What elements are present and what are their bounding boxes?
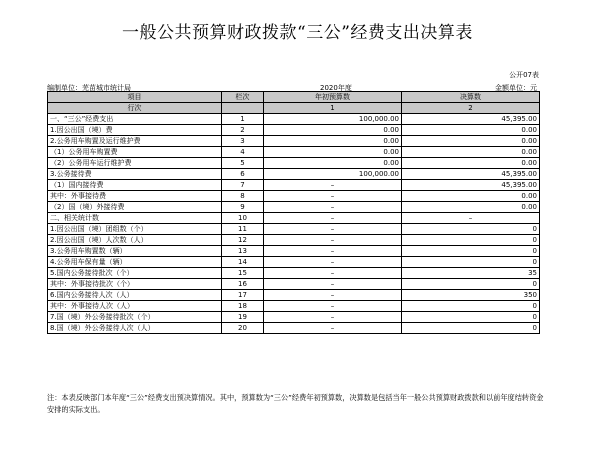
row-budget: 0.00 bbox=[264, 125, 402, 136]
row-budget: 100,000.00 bbox=[264, 114, 402, 125]
row-number: 1 bbox=[222, 114, 264, 125]
org-name: 编制单位：芜苗城市统计局 bbox=[47, 84, 131, 92]
row-actual: 0.00 bbox=[402, 158, 540, 169]
row-budget: – bbox=[264, 224, 402, 235]
fiscal-year: 2020年度 bbox=[320, 84, 352, 92]
header-col-no: 栏次 bbox=[222, 92, 264, 103]
row-number: 3 bbox=[222, 136, 264, 147]
row-label: 其中：外事接待人次（人） bbox=[48, 301, 222, 312]
subheader-actual-col: 2 bbox=[402, 103, 540, 114]
table-row bbox=[48, 136, 540, 147]
row-number: 11 bbox=[222, 224, 264, 235]
form-number: 公开07表 bbox=[509, 71, 539, 79]
row-number: 7 bbox=[222, 180, 264, 191]
row-label: 其中：外事接待费 bbox=[48, 191, 222, 202]
row-label: 2.公务用车购置及运行维护费 bbox=[48, 136, 222, 147]
table-row bbox=[48, 191, 540, 202]
header-item: 项目 bbox=[48, 92, 222, 103]
row-budget: – bbox=[264, 301, 402, 312]
row-budget: – bbox=[264, 268, 402, 279]
subheader-budget-col: 1 bbox=[264, 103, 402, 114]
row-actual: 0.00 bbox=[402, 202, 540, 213]
row-budget: – bbox=[264, 290, 402, 301]
row-actual: 0 bbox=[402, 279, 540, 290]
row-actual: 0 bbox=[402, 257, 540, 268]
row-label: 1.因公出国（境）费 bbox=[48, 125, 222, 136]
row-actual: 45,395.00 bbox=[402, 169, 540, 180]
row-number: 6 bbox=[222, 169, 264, 180]
row-number: 14 bbox=[222, 257, 264, 268]
row-budget: – bbox=[264, 235, 402, 246]
row-budget: 0.00 bbox=[264, 136, 402, 147]
row-actual: 0 bbox=[402, 323, 540, 334]
row-budget: 100,000.00 bbox=[264, 169, 402, 180]
row-actual: 0 bbox=[402, 235, 540, 246]
footnote: 注：本表反映部门本年度“三公”经费支出预决算情况。其中，预算数为“三公”经费年初预算数，决算数是包括当年一般公共预算财政拨款和以前年度结转资金安排的实际支出。 bbox=[47, 393, 544, 414]
row-number: 20 bbox=[222, 323, 264, 334]
row-number: 15 bbox=[222, 268, 264, 279]
row-number: 5 bbox=[222, 158, 264, 169]
row-budget: – bbox=[264, 202, 402, 213]
row-label: 3.公务接待费 bbox=[48, 169, 222, 180]
table-row bbox=[48, 114, 540, 125]
row-label: 二、相关统计数 bbox=[48, 213, 222, 224]
row-number: 8 bbox=[222, 191, 264, 202]
row-actual: 0 bbox=[402, 312, 540, 323]
table-row bbox=[48, 235, 540, 246]
row-budget: 0.00 bbox=[264, 147, 402, 158]
table-row bbox=[48, 301, 540, 312]
amount-unit: 金额单位：元 bbox=[495, 84, 537, 92]
row-number: 4 bbox=[222, 147, 264, 158]
table-row bbox=[48, 125, 540, 136]
row-label: 3.公务用车购置数（辆） bbox=[48, 246, 222, 257]
row-number: 19 bbox=[222, 312, 264, 323]
row-number: 16 bbox=[222, 279, 264, 290]
row-number: 9 bbox=[222, 202, 264, 213]
table-row bbox=[48, 224, 540, 235]
table-row bbox=[48, 246, 540, 257]
table-row bbox=[48, 213, 540, 224]
row-actual: 0.00 bbox=[402, 125, 540, 136]
row-number: 12 bbox=[222, 235, 264, 246]
row-label: 一、“三公”经费支出 bbox=[48, 114, 222, 125]
row-label: 6.国内公务接待人次（人） bbox=[48, 290, 222, 301]
row-label: 2.因公出国（境）人次数（人） bbox=[48, 235, 222, 246]
row-number: 17 bbox=[222, 290, 264, 301]
row-actual: – bbox=[402, 213, 540, 224]
row-budget: 0.00 bbox=[264, 158, 402, 169]
row-budget: – bbox=[264, 323, 402, 334]
row-label: 4.公务用车保有量（辆） bbox=[48, 257, 222, 268]
expenditure-table bbox=[47, 91, 540, 334]
row-label: 其中：外事接待批次（个） bbox=[48, 279, 222, 290]
subheader-blank bbox=[222, 103, 264, 114]
header-actual: 决算数 bbox=[402, 92, 540, 103]
row-budget: – bbox=[264, 246, 402, 257]
page-title: 一般公共预算财政拨款“三公”经费支出决算表 bbox=[122, 23, 473, 43]
row-label: 5.国内公务接待批次（个） bbox=[48, 268, 222, 279]
row-actual: 0 bbox=[402, 246, 540, 257]
row-label: （1）国内接待费 bbox=[48, 180, 222, 191]
header-budget: 年初预算数 bbox=[264, 92, 402, 103]
row-actual: 0 bbox=[402, 224, 540, 235]
table-row bbox=[48, 147, 540, 158]
row-label: （1）公务用车购置费 bbox=[48, 147, 222, 158]
row-budget: – bbox=[264, 279, 402, 290]
row-budget: – bbox=[264, 257, 402, 268]
row-budget: – bbox=[264, 180, 402, 191]
row-number: 13 bbox=[222, 246, 264, 257]
row-label: 1.因公出国（境）团组数（个） bbox=[48, 224, 222, 235]
table-row bbox=[48, 257, 540, 268]
header-row bbox=[48, 92, 540, 103]
table-row bbox=[48, 290, 540, 301]
table-row bbox=[48, 169, 540, 180]
table-row bbox=[48, 323, 540, 334]
table-row bbox=[48, 180, 540, 191]
row-label: 8.国（境）外公务接待人次（人） bbox=[48, 323, 222, 334]
row-number: 18 bbox=[222, 301, 264, 312]
table-row bbox=[48, 268, 540, 279]
row-actual: 35 bbox=[402, 268, 540, 279]
row-actual: 350 bbox=[402, 290, 540, 301]
row-actual: 0.00 bbox=[402, 147, 540, 158]
row-budget: – bbox=[264, 312, 402, 323]
subheader-row bbox=[48, 103, 540, 114]
row-actual: 0 bbox=[402, 301, 540, 312]
table-row bbox=[48, 158, 540, 169]
row-budget: – bbox=[264, 213, 402, 224]
row-label: （2）国（境）外接待费 bbox=[48, 202, 222, 213]
row-actual: 0.00 bbox=[402, 136, 540, 147]
row-budget: – bbox=[264, 191, 402, 202]
subheader-row-label: 行次 bbox=[48, 103, 222, 114]
table-row bbox=[48, 312, 540, 323]
row-actual: 45,395.00 bbox=[402, 114, 540, 125]
table-row bbox=[48, 279, 540, 290]
row-number: 2 bbox=[222, 125, 264, 136]
row-label: 7.国（境）外公务接待批次（个） bbox=[48, 312, 222, 323]
table-row bbox=[48, 202, 540, 213]
row-label: （2）公务用车运行维护费 bbox=[48, 158, 222, 169]
row-actual: 45,395.00 bbox=[402, 180, 540, 191]
row-actual: 0.00 bbox=[402, 191, 540, 202]
row-number: 10 bbox=[222, 213, 264, 224]
